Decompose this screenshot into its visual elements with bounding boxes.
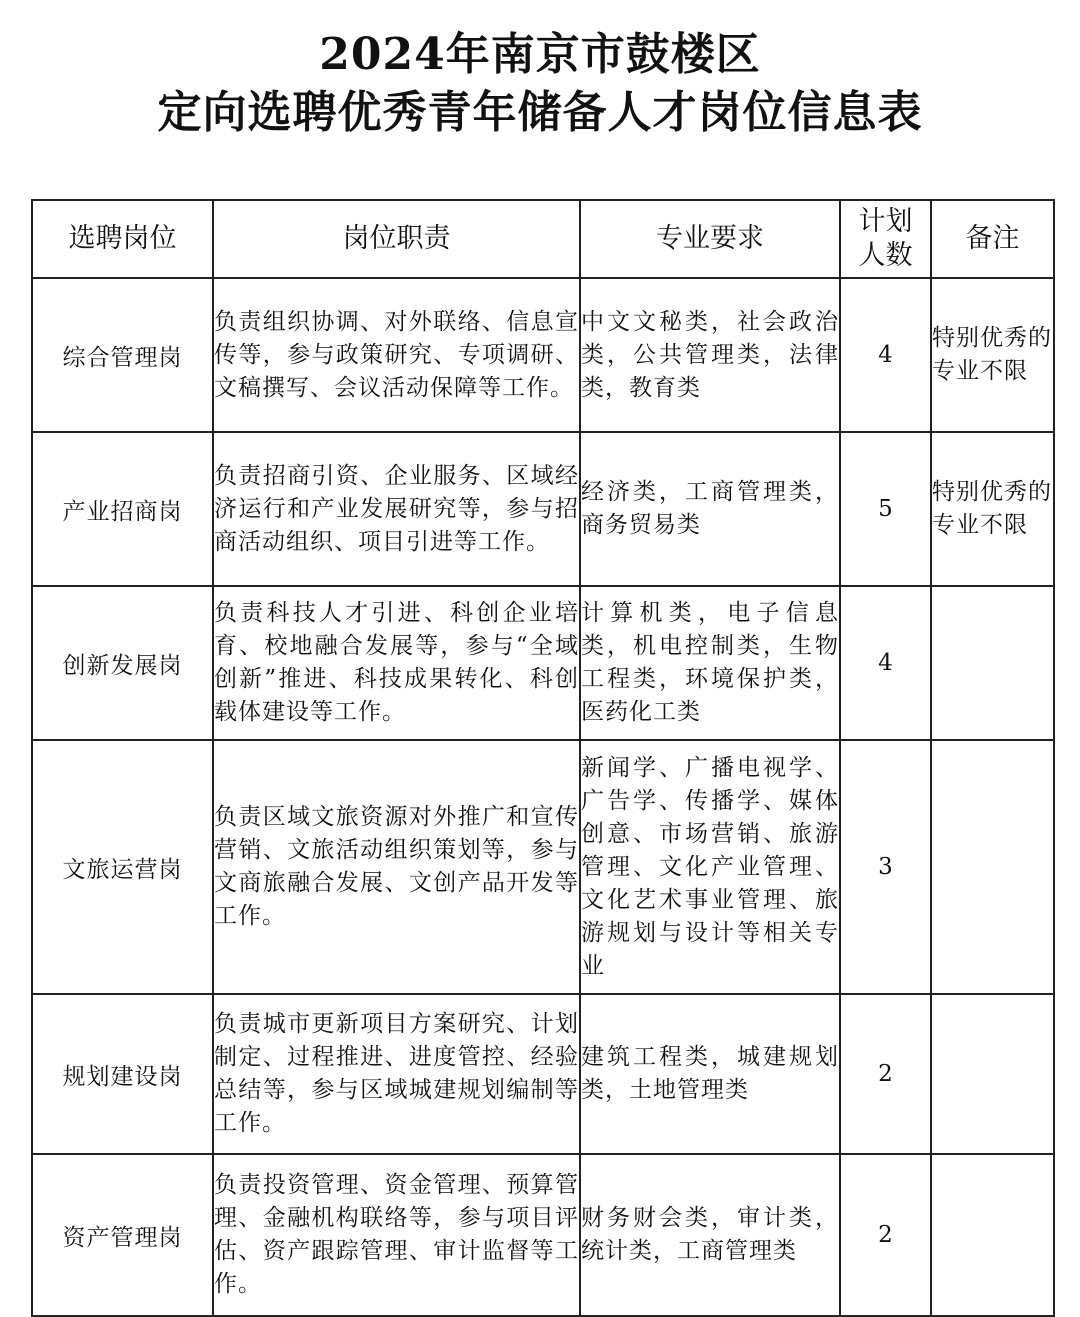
table-row	[32, 586, 1054, 740]
page-title-line-2: 定向选聘优秀青年储备人才岗位信息表	[157, 87, 923, 138]
header-position: 选聘岗位	[32, 200, 213, 278]
cell-count: 4	[840, 586, 931, 740]
cell-position: 规划建设岗	[32, 994, 213, 1154]
cell-count: 3	[840, 740, 931, 994]
table-row	[32, 1154, 1054, 1316]
table-row	[32, 432, 1054, 586]
header-major: 专业要求	[580, 200, 840, 278]
header-notes: 备注	[931, 200, 1054, 278]
cell-duties: 负责科技人才引进、科创企业培育、校地融合发展等，参与“全域创新”推进、科技成果转化、科创载体建设等工作。	[213, 586, 580, 740]
cell-major: 财务财会类，审计类，统计类，工商管理类	[580, 1154, 840, 1316]
cell-count: 2	[840, 994, 931, 1154]
table-row	[32, 740, 1054, 994]
cell-duties: 负责组织协调、对外联络、信息宣传等，参与政策研究、专项调研、文稿撰写、会议活动保障等工作。	[213, 278, 580, 432]
cell-position: 综合管理岗	[32, 278, 213, 432]
header-count-line-1: 计划	[858, 206, 913, 237]
header-count	[840, 200, 931, 278]
cell-position: 文旅运营岗	[32, 740, 213, 994]
cell-count: 2	[840, 1154, 931, 1316]
cell-major: 新闻学、广播电视学、广告学、传播学、媒体创意、市场营销、旅游管理、文化产业管理、文化艺术事业管理、旅游规划与设计等相关专业	[580, 740, 840, 994]
cell-position: 产业招商岗	[32, 432, 213, 586]
cell-major: 经济类，工商管理类，商务贸易类	[580, 432, 840, 586]
table-body	[32, 278, 1054, 1316]
header-duties: 岗位职责	[213, 200, 580, 278]
header-count-line-2: 人数	[858, 240, 913, 271]
cell-duties: 负责招商引资、企业服务、区域经济运行和产业发展研究等，参与招商活动组织、项目引进等工作。	[213, 432, 580, 586]
cell-notes: 特别优秀的专业不限	[931, 278, 1054, 432]
table-row	[32, 278, 1054, 432]
table-header	[32, 200, 1054, 278]
cell-major: 计算机类，电子信息类，机电控制类，生物工程类，环境保护类，医药化工类	[580, 586, 840, 740]
cell-count: 5	[840, 432, 931, 586]
cell-major: 中文文秘类，社会政治类，公共管理类，法律类，教育类	[580, 278, 840, 432]
cell-duties: 负责投资管理、资金管理、预算管理、金融机构联络等，参与项目评估、资产跟踪管理、审计监督等工作。	[213, 1154, 580, 1316]
cell-position: 资产管理岗	[32, 1154, 213, 1316]
cell-notes	[931, 1154, 1054, 1316]
cell-count: 4	[840, 278, 931, 432]
cell-duties: 负责区域文旅资源对外推广和宣传营销、文旅活动组织策划等，参与文商旅融合发展、文创产品开发等工作。	[213, 740, 580, 994]
page-title	[0, 26, 1080, 142]
cell-position: 创新发展岗	[32, 586, 213, 740]
cell-notes	[931, 586, 1054, 740]
cell-notes: 特别优秀的专业不限	[931, 432, 1054, 586]
table-row	[32, 994, 1054, 1154]
job-info-table	[31, 199, 1055, 1317]
cell-notes	[931, 740, 1054, 994]
page-title-line-1: 2024年南京市鼓楼区	[319, 29, 761, 80]
cell-duties: 负责城市更新项目方案研究、计划制定、过程推进、进度管控、经验总结等，参与区域城建规划编制等工作。	[213, 994, 580, 1154]
header-row	[32, 200, 1054, 278]
cell-major: 建筑工程类，城建规划类，土地管理类	[580, 994, 840, 1154]
cell-notes	[931, 994, 1054, 1154]
